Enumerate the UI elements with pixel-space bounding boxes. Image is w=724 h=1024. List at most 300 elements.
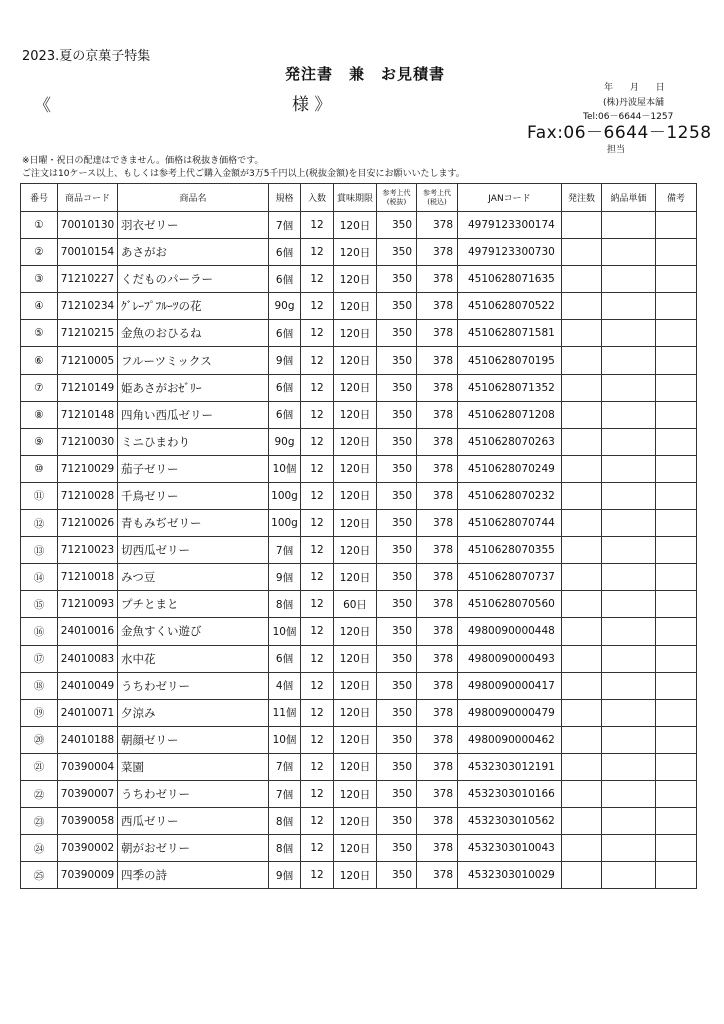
cell-pack-qty: 12: [301, 266, 334, 293]
cell-unit-price-input[interactable]: [602, 699, 656, 726]
cell-price-in-tax: 378: [417, 564, 458, 591]
cell-order-qty-input[interactable]: [562, 455, 602, 482]
cell-product-name: 金魚すくい遊び: [118, 618, 269, 645]
cell-unit-price-input[interactable]: [602, 266, 656, 293]
cell-jan-code: 4510628070232: [458, 482, 562, 509]
cell-product-name: フルーツミックス: [118, 347, 269, 374]
cell-shelf-life: 120日: [334, 428, 377, 455]
cell-remarks-input[interactable]: [656, 293, 697, 320]
cell-pack-qty: 12: [301, 862, 334, 889]
cell-remarks-input[interactable]: [656, 347, 697, 374]
cell-jan-code: 4510628070522: [458, 293, 562, 320]
cell-jan-code: 4510628070249: [458, 455, 562, 482]
cell-price-in-tax: 378: [417, 835, 458, 862]
table-row: [21, 699, 697, 726]
cell-unit-price-input[interactable]: [602, 374, 656, 401]
cell-price-in-tax: 378: [417, 293, 458, 320]
cell-unit-price-input[interactable]: [602, 428, 656, 455]
cell-price-in-tax: 378: [417, 862, 458, 889]
cell-remarks-input[interactable]: [656, 212, 697, 239]
cell-row-number: ⑭: [21, 564, 58, 591]
table-row: [21, 726, 697, 753]
cell-unit-price-input[interactable]: [602, 347, 656, 374]
cell-product-code: 71210018: [58, 564, 118, 591]
cell-price-ex-tax: 350: [377, 645, 417, 672]
cell-shelf-life: 60日: [334, 591, 377, 618]
cell-row-number: ⑳: [21, 726, 58, 753]
person-in-charge-label: 担当: [607, 145, 626, 155]
cell-unit-price-input[interactable]: [602, 726, 656, 753]
cell-pack-qty: 12: [301, 239, 334, 266]
cell-product-name: 金魚のおひるね: [118, 320, 269, 347]
cell-row-number: ㉒: [21, 780, 58, 807]
cell-price-in-tax: 378: [417, 401, 458, 428]
table-row: [21, 808, 697, 835]
cell-order-qty-input[interactable]: [562, 537, 602, 564]
cell-price-ex-tax: 350: [377, 564, 417, 591]
cell-remarks-input[interactable]: [656, 726, 697, 753]
table-row: [21, 618, 697, 645]
cell-shelf-life: 120日: [334, 293, 377, 320]
cell-price-in-tax: 378: [417, 753, 458, 780]
cell-unit-price-input[interactable]: [602, 320, 656, 347]
cell-product-name: 茄子ゼリー: [118, 455, 269, 482]
cell-price-in-tax: 378: [417, 726, 458, 753]
cell-price-ex-tax: 350: [377, 510, 417, 537]
cell-unit-price-input[interactable]: [602, 808, 656, 835]
cell-spec: 9個: [269, 862, 301, 889]
cell-jan-code: 4510628070263: [458, 428, 562, 455]
cell-shelf-life: 120日: [334, 672, 377, 699]
table-row: [21, 510, 697, 537]
cell-unit-price-input[interactable]: [602, 537, 656, 564]
cell-row-number: ③: [21, 266, 58, 293]
cell-jan-code: 4979123300174: [458, 212, 562, 239]
cell-order-qty-input[interactable]: [562, 808, 602, 835]
cell-price-ex-tax: 350: [377, 212, 417, 239]
cell-product-name: 菜園: [118, 753, 269, 780]
cell-shelf-life: 120日: [334, 239, 377, 266]
cell-price-in-tax: 378: [417, 482, 458, 509]
cell-shelf-life: 120日: [334, 808, 377, 835]
cell-price-in-tax: 378: [417, 618, 458, 645]
cell-remarks-input[interactable]: [656, 564, 697, 591]
cell-product-name: 朝顔ゼリー: [118, 726, 269, 753]
cell-unit-price-input[interactable]: [602, 835, 656, 862]
cell-product-code: 70390002: [58, 835, 118, 862]
cell-row-number: ⑨: [21, 428, 58, 455]
table-row: [21, 428, 697, 455]
col-header-name: 商品名: [118, 184, 269, 212]
cell-jan-code: 4980090000479: [458, 699, 562, 726]
cell-shelf-life: 120日: [334, 537, 377, 564]
cell-product-code: 71210029: [58, 455, 118, 482]
cell-pack-qty: 12: [301, 401, 334, 428]
cell-unit-price-input[interactable]: [602, 510, 656, 537]
cell-row-number: ㉕: [21, 862, 58, 889]
cell-price-ex-tax: 350: [377, 780, 417, 807]
table-row: [21, 753, 697, 780]
cell-remarks-input[interactable]: [656, 591, 697, 618]
cell-product-name: うちわゼリー: [118, 780, 269, 807]
cell-order-qty-input[interactable]: [562, 835, 602, 862]
cell-order-qty-input[interactable]: [562, 320, 602, 347]
col-header-unit-price: 納品単価: [602, 184, 656, 212]
cell-product-name: 羽衣ゼリー: [118, 212, 269, 239]
cell-order-qty-input[interactable]: [562, 482, 602, 509]
cell-remarks-input[interactable]: [656, 862, 697, 889]
cell-shelf-life: 120日: [334, 266, 377, 293]
cell-row-number: ⑦: [21, 374, 58, 401]
cell-row-number: ①: [21, 212, 58, 239]
cell-price-ex-tax: 350: [377, 699, 417, 726]
table-header-row: [21, 184, 697, 212]
cell-shelf-life: 120日: [334, 455, 377, 482]
cell-product-name: プチとまと: [118, 591, 269, 618]
cell-unit-price-input[interactable]: [602, 645, 656, 672]
cell-pack-qty: 12: [301, 293, 334, 320]
table-row: [21, 266, 697, 293]
cell-remarks-input[interactable]: [656, 780, 697, 807]
cell-shelf-life: 120日: [334, 320, 377, 347]
cell-product-name: ミニひまわり: [118, 428, 269, 455]
cell-price-ex-tax: 350: [377, 239, 417, 266]
cell-unit-price-input[interactable]: [602, 780, 656, 807]
cell-jan-code: 4510628071581: [458, 320, 562, 347]
cell-product-code: 70390004: [58, 753, 118, 780]
table-row: [21, 455, 697, 482]
cell-price-ex-tax: 350: [377, 753, 417, 780]
cell-pack-qty: 12: [301, 212, 334, 239]
cell-spec: 4個: [269, 672, 301, 699]
cell-pack-qty: 12: [301, 482, 334, 509]
cell-jan-code: 4979123300730: [458, 239, 562, 266]
catalog-title: 2023.夏の京菓子特集: [22, 49, 151, 64]
table-row: [21, 862, 697, 889]
cell-pack-qty: 12: [301, 672, 334, 699]
cell-order-qty-input[interactable]: [562, 780, 602, 807]
cell-spec: 10個: [269, 618, 301, 645]
cell-jan-code: 4980090000448: [458, 618, 562, 645]
cell-product-name: 姫あさがおｾﾞﾘｰ: [118, 374, 269, 401]
cell-product-name: うちわゼリー: [118, 672, 269, 699]
cell-unit-price-input[interactable]: [602, 401, 656, 428]
table-row: [21, 401, 697, 428]
cell-spec: 7個: [269, 537, 301, 564]
cell-order-qty-input[interactable]: [562, 672, 602, 699]
cell-remarks-input[interactable]: [656, 455, 697, 482]
cell-remarks-input[interactable]: [656, 239, 697, 266]
cell-product-code: 71210005: [58, 347, 118, 374]
cell-pack-qty: 12: [301, 428, 334, 455]
cell-remarks-input[interactable]: [656, 374, 697, 401]
cell-product-code: 24010049: [58, 672, 118, 699]
col-header-jan: JANコード: [458, 184, 562, 212]
cell-shelf-life: 120日: [334, 780, 377, 807]
cell-jan-code: 4510628071208: [458, 401, 562, 428]
cell-row-number: ⑱: [21, 672, 58, 699]
col-header-code: 商品コード: [58, 184, 118, 212]
cell-shelf-life: 120日: [334, 699, 377, 726]
date-line: 年 月 日: [604, 83, 665, 93]
cell-jan-code: 4510628071352: [458, 374, 562, 401]
cell-product-name: みつ豆: [118, 564, 269, 591]
cell-spec: 10個: [269, 726, 301, 753]
cell-spec: 6個: [269, 374, 301, 401]
cell-remarks-input[interactable]: [656, 753, 697, 780]
cell-spec: 90g: [269, 428, 301, 455]
table-row: [21, 835, 697, 862]
cell-shelf-life: 120日: [334, 835, 377, 862]
cell-unit-price-input[interactable]: [602, 239, 656, 266]
cell-product-code: 71210028: [58, 482, 118, 509]
cell-remarks-input[interactable]: [656, 618, 697, 645]
cell-pack-qty: 12: [301, 618, 334, 645]
cell-price-ex-tax: 350: [377, 672, 417, 699]
cell-price-ex-tax: 350: [377, 618, 417, 645]
cell-jan-code: 4510628070355: [458, 537, 562, 564]
cell-product-code: 70390009: [58, 862, 118, 889]
cell-pack-qty: 12: [301, 591, 334, 618]
fax-number: Fax:06－6644－1258: [527, 123, 712, 143]
cell-order-qty-input[interactable]: [562, 564, 602, 591]
cell-price-in-tax: 378: [417, 645, 458, 672]
cell-order-qty-input[interactable]: [562, 293, 602, 320]
col-header-shelf-life: 賞味期限: [334, 184, 377, 212]
cell-price-in-tax: 378: [417, 780, 458, 807]
customer-name-open-bracket: 《: [34, 96, 51, 116]
cell-spec: 6個: [269, 401, 301, 428]
cell-order-qty-input[interactable]: [562, 726, 602, 753]
cell-jan-code: 4532303010166: [458, 780, 562, 807]
cell-pack-qty: 12: [301, 835, 334, 862]
cell-remarks-input[interactable]: [656, 537, 697, 564]
cell-order-qty-input[interactable]: [562, 862, 602, 889]
cell-row-number: ㉓: [21, 808, 58, 835]
cell-product-code: 71210227: [58, 266, 118, 293]
cell-price-in-tax: 378: [417, 591, 458, 618]
cell-price-in-tax: 378: [417, 672, 458, 699]
cell-shelf-life: 120日: [334, 401, 377, 428]
cell-order-qty-input[interactable]: [562, 645, 602, 672]
cell-order-qty-input[interactable]: [562, 374, 602, 401]
cell-order-qty-input[interactable]: [562, 401, 602, 428]
cell-remarks-input[interactable]: [656, 672, 697, 699]
cell-pack-qty: 12: [301, 347, 334, 374]
cell-spec: 10個: [269, 455, 301, 482]
cell-product-name: 朝がおゼリー: [118, 835, 269, 862]
cell-remarks-input[interactable]: [656, 428, 697, 455]
cell-price-ex-tax: 350: [377, 591, 417, 618]
cell-order-qty-input[interactable]: [562, 212, 602, 239]
cell-price-ex-tax: 350: [377, 401, 417, 428]
col-header-remarks: 備考: [656, 184, 697, 212]
cell-product-code: 70010154: [58, 239, 118, 266]
cell-row-number: ⑮: [21, 591, 58, 618]
col-header-spec: 規格: [269, 184, 301, 212]
table-row: [21, 239, 697, 266]
cell-shelf-life: 120日: [334, 753, 377, 780]
cell-unit-price-input[interactable]: [602, 618, 656, 645]
note-delivery: ※日曜・祝日の配達はできません。価格は税抜き価格です。: [22, 156, 264, 166]
cell-unit-price-input[interactable]: [602, 293, 656, 320]
cell-product-name: あさがお: [118, 239, 269, 266]
cell-price-ex-tax: 350: [377, 455, 417, 482]
cell-price-in-tax: 378: [417, 808, 458, 835]
cell-unit-price-input[interactable]: [602, 482, 656, 509]
cell-product-code: 71210149: [58, 374, 118, 401]
cell-price-ex-tax: 350: [377, 320, 417, 347]
cell-price-ex-tax: 350: [377, 726, 417, 753]
cell-jan-code: 4532303012191: [458, 753, 562, 780]
cell-product-code: 70390007: [58, 780, 118, 807]
cell-spec: 100g: [269, 510, 301, 537]
cell-spec: 9個: [269, 347, 301, 374]
cell-row-number: ④: [21, 293, 58, 320]
cell-row-number: ⑲: [21, 699, 58, 726]
cell-jan-code: 4532303010043: [458, 835, 562, 862]
cell-order-qty-input[interactable]: [562, 753, 602, 780]
cell-spec: 90g: [269, 293, 301, 320]
cell-spec: 8個: [269, 835, 301, 862]
cell-pack-qty: 12: [301, 645, 334, 672]
cell-order-qty-input[interactable]: [562, 591, 602, 618]
cell-price-in-tax: 378: [417, 428, 458, 455]
cell-remarks-input[interactable]: [656, 835, 697, 862]
cell-row-number: ⑫: [21, 510, 58, 537]
cell-jan-code: 4510628070195: [458, 347, 562, 374]
cell-product-code: 71210234: [58, 293, 118, 320]
cell-product-name: 水中花: [118, 645, 269, 672]
cell-jan-code: 4510628070560: [458, 591, 562, 618]
cell-shelf-life: 120日: [334, 347, 377, 374]
cell-unit-price-input[interactable]: [602, 455, 656, 482]
cell-price-in-tax: 378: [417, 320, 458, 347]
cell-product-code: 70010130: [58, 212, 118, 239]
cell-spec: 7個: [269, 780, 301, 807]
cell-shelf-life: 120日: [334, 212, 377, 239]
table-row: [21, 645, 697, 672]
cell-order-qty-input[interactable]: [562, 239, 602, 266]
cell-pack-qty: 12: [301, 564, 334, 591]
cell-unit-price-input[interactable]: [602, 212, 656, 239]
cell-product-code: 24010071: [58, 699, 118, 726]
cell-unit-price-input[interactable]: [602, 672, 656, 699]
cell-spec: 6個: [269, 320, 301, 347]
cell-remarks-input[interactable]: [656, 320, 697, 347]
cell-remarks-input[interactable]: [656, 510, 697, 537]
tel-number: Tel:06－6644－1257: [583, 112, 674, 122]
cell-price-in-tax: 378: [417, 537, 458, 564]
cell-product-code: 71210215: [58, 320, 118, 347]
cell-jan-code: 4980090000493: [458, 645, 562, 672]
cell-unit-price-input[interactable]: [602, 564, 656, 591]
cell-spec: 8個: [269, 808, 301, 835]
cell-row-number: ㉔: [21, 835, 58, 862]
cell-product-name: 切西瓜ゼリー: [118, 537, 269, 564]
cell-remarks-input[interactable]: [656, 699, 697, 726]
cell-remarks-input[interactable]: [656, 645, 697, 672]
cell-pack-qty: 12: [301, 510, 334, 537]
cell-product-name: 四季の詩: [118, 862, 269, 889]
cell-row-number: ⑯: [21, 618, 58, 645]
cell-remarks-input[interactable]: [656, 808, 697, 835]
cell-spec: 6個: [269, 645, 301, 672]
cell-product-code: 24010016: [58, 618, 118, 645]
cell-row-number: ⑩: [21, 455, 58, 482]
cell-unit-price-input[interactable]: [602, 591, 656, 618]
cell-order-qty-input[interactable]: [562, 510, 602, 537]
cell-product-code: 70390058: [58, 808, 118, 835]
cell-price-in-tax: 378: [417, 699, 458, 726]
cell-product-name: ｸﾞﾚｰﾌﾟﾌﾙｰﾂの花: [118, 293, 269, 320]
cell-spec: 9個: [269, 564, 301, 591]
cell-shelf-life: 120日: [334, 618, 377, 645]
table-row: [21, 293, 697, 320]
cell-remarks-input[interactable]: [656, 482, 697, 509]
cell-spec: 8個: [269, 591, 301, 618]
cell-spec: 6個: [269, 239, 301, 266]
table-row: [21, 374, 697, 401]
cell-pack-qty: 12: [301, 753, 334, 780]
cell-shelf-life: 120日: [334, 862, 377, 889]
cell-product-code: 71210026: [58, 510, 118, 537]
cell-price-ex-tax: 350: [377, 482, 417, 509]
cell-order-qty-input[interactable]: [562, 266, 602, 293]
cell-price-ex-tax: 350: [377, 537, 417, 564]
cell-spec: 6個: [269, 266, 301, 293]
cell-price-ex-tax: 350: [377, 835, 417, 862]
cell-order-qty-input[interactable]: [562, 618, 602, 645]
cell-price-in-tax: 378: [417, 510, 458, 537]
col-header-price-ex-tax-line2: (税抜): [386, 197, 407, 206]
cell-jan-code: 4980090000417: [458, 672, 562, 699]
cell-product-code: 24010188: [58, 726, 118, 753]
cell-shelf-life: 120日: [334, 726, 377, 753]
cell-spec: 11個: [269, 699, 301, 726]
document-title: 発注書 兼 お見積書: [285, 65, 446, 83]
cell-shelf-life: 120日: [334, 482, 377, 509]
cell-order-qty-input[interactable]: [562, 347, 602, 374]
cell-product-name: 青もみぢゼリー: [118, 510, 269, 537]
cell-order-qty-input[interactable]: [562, 428, 602, 455]
cell-row-number: ⑬: [21, 537, 58, 564]
cell-spec: 100g: [269, 482, 301, 509]
cell-price-in-tax: 378: [417, 239, 458, 266]
cell-price-ex-tax: 350: [377, 808, 417, 835]
cell-product-name: くだものパーラー: [118, 266, 269, 293]
cell-price-ex-tax: 350: [377, 428, 417, 455]
cell-remarks-input[interactable]: [656, 401, 697, 428]
cell-price-in-tax: 378: [417, 455, 458, 482]
cell-row-number: ⑥: [21, 347, 58, 374]
cell-pack-qty: 12: [301, 699, 334, 726]
col-header-price-in-tax: [417, 184, 458, 212]
cell-unit-price-input[interactable]: [602, 862, 656, 889]
cell-price-ex-tax: 350: [377, 862, 417, 889]
table-row: [21, 320, 697, 347]
cell-unit-price-input[interactable]: [602, 753, 656, 780]
cell-product-code: 71210030: [58, 428, 118, 455]
table-row: [21, 482, 697, 509]
cell-remarks-input[interactable]: [656, 266, 697, 293]
cell-spec: 7個: [269, 212, 301, 239]
table-row: [21, 591, 697, 618]
table-row: [21, 537, 697, 564]
cell-order-qty-input[interactable]: [562, 699, 602, 726]
cell-row-number: ⑰: [21, 645, 58, 672]
cell-price-in-tax: 378: [417, 212, 458, 239]
